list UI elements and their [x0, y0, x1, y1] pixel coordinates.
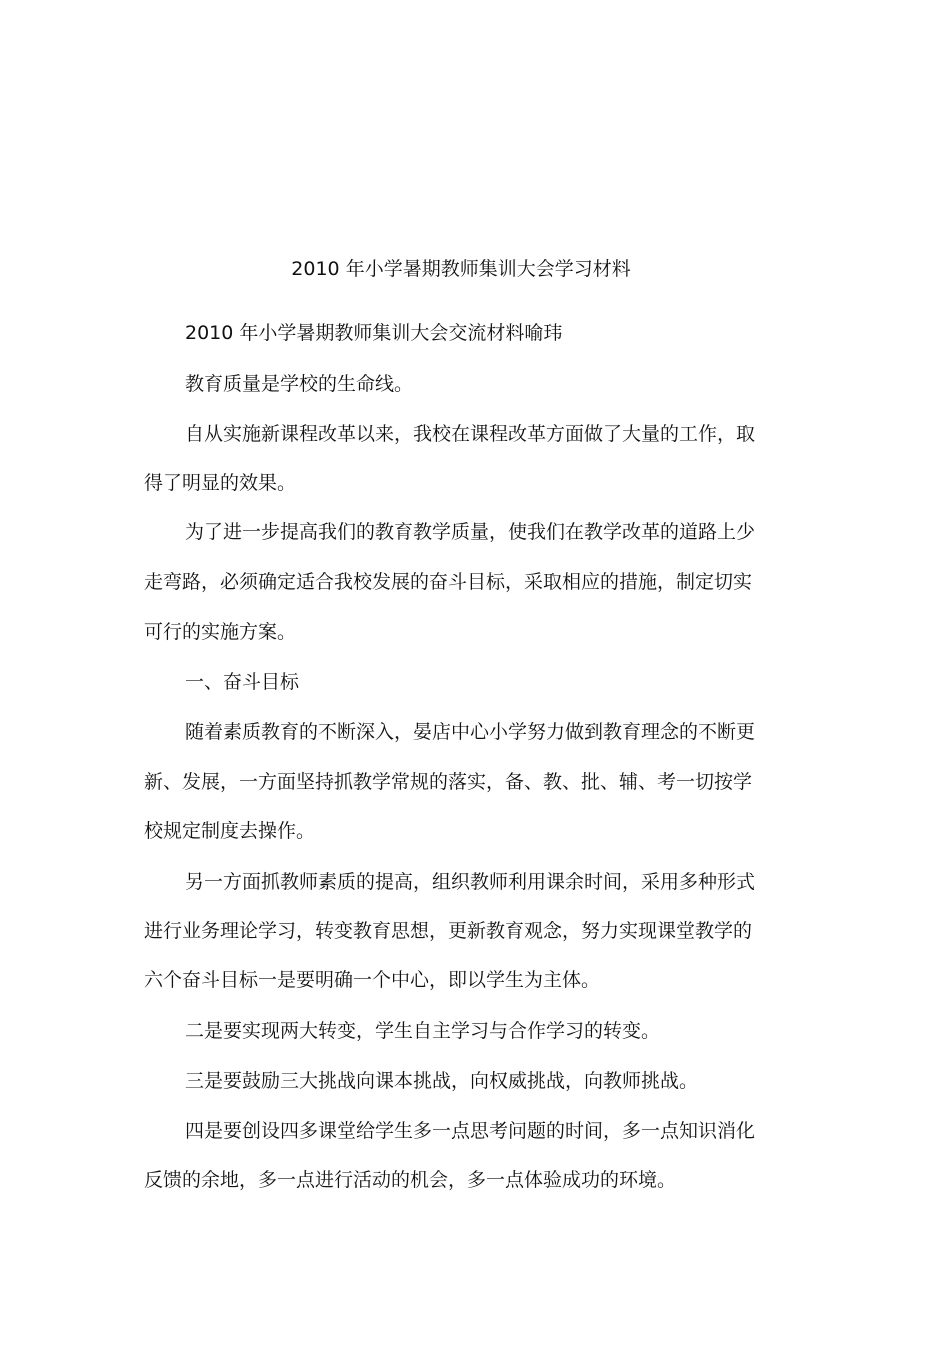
paragraph-line: 六个奋斗目标一是要明确一个中心，即以学生为主体。 — [144, 969, 601, 991]
paragraph-line: 另一方面抓教师素质的提高，组织教师利用课余时间，采用多种形式 — [185, 871, 756, 893]
paragraph-line: 新、发展，一方面坚持抓教学常规的落实，备、教、批、辅、考一切按学 — [144, 771, 753, 793]
subtitle-line: 2010 年小学暑期教师集训大会交流材料喻玮 — [185, 322, 563, 344]
section-heading: 一、奋斗目标 — [185, 671, 300, 693]
document-title: 2010 年小学暑期教师集训大会学习材料 — [291, 258, 631, 280]
paragraph-line: 自从实施新课程改革以来，我校在课程改革方面做了大量的工作，取 — [185, 423, 756, 445]
paragraph-line: 走弯路，必须确定适合我校发展的奋斗目标，采取相应的措施，制定切实 — [144, 571, 753, 593]
paragraph-line: 教育质量是学校的生命线。 — [185, 373, 414, 395]
paragraph-line: 二是要实现两大转变，学生自主学习与合作学习的转变。 — [185, 1020, 661, 1042]
paragraph-line: 随着素质教育的不断深入，晏店中心小学努力做到教育理念的不断更 — [185, 721, 756, 743]
paragraph-line: 为了进一步提高我们的教育教学质量，使我们在教学改革的道路上少 — [185, 521, 756, 543]
paragraph-line: 得了明显的效果。 — [144, 472, 297, 494]
paragraph-line: 可行的实施方案。 — [144, 621, 297, 643]
paragraph-line: 校规定制度去操作。 — [144, 820, 316, 842]
paragraph-line: 反馈的余地，多一点进行活动的机会，多一点体验成功的环境。 — [144, 1169, 677, 1191]
paragraph-line: 进行业务理论学习，转变教育思想，更新教育观念，努力实现课堂教学的 — [144, 920, 753, 942]
paragraph-line: 三是要鼓励三大挑战向课本挑战，向权威挑战，向教师挑战。 — [185, 1070, 699, 1092]
paragraph-line: 四是要创设四多课堂给学生多一点思考问题的时间，多一点知识消化 — [185, 1120, 756, 1142]
